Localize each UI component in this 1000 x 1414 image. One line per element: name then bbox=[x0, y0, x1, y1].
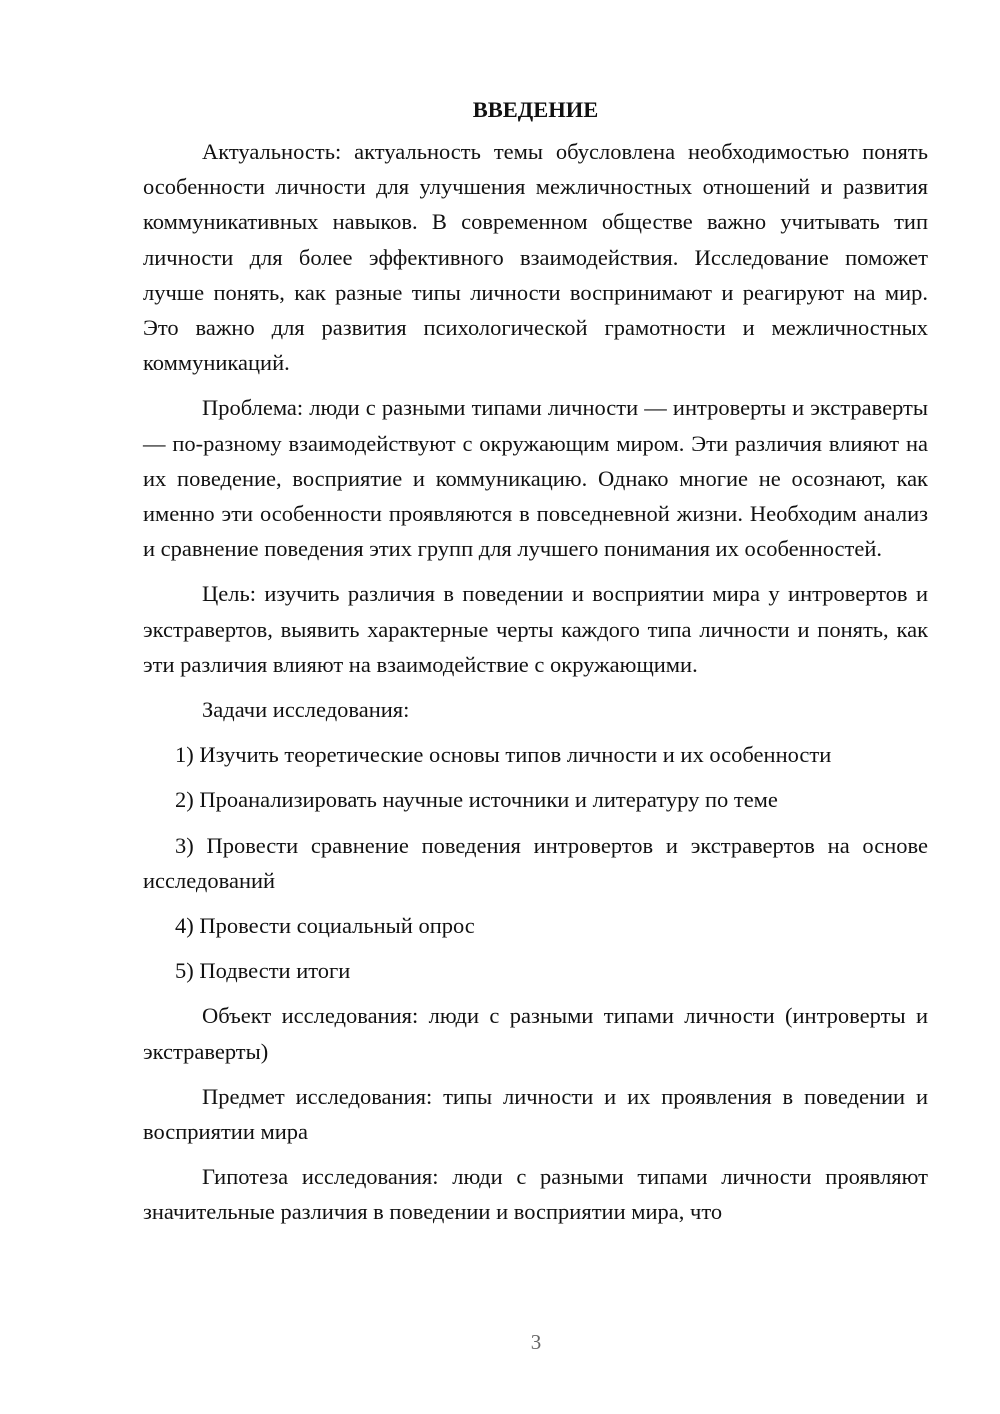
paragraph-goal: Цель: изучить различия в поведении и восприятии мира у интровертов и экстравертов, выявить характерные черты каждого типа личности и понять, как эти различия влияют на взаимодействие с окружающими. bbox=[143, 581, 928, 677]
paragraph-relevance: Актуальность: актуальность темы обусловлена необходимостью понять особенности личности для улучшения межличностных отношений и развития коммуникативных навыков. В современном обществе важно учитывать тип личности для более эффективного взаимодействия. Исследование поможет лучше понять, как разные типы личности воспринимают и реагируют на мир. Это важно для развития психологической грамотности и межличностных коммуникаций. bbox=[143, 139, 928, 376]
task-item: 3) Провести сравнение поведения интровертов и экстравертов на основе исследований bbox=[143, 832, 928, 893]
section-title: ВВЕДЕНИЕ bbox=[472, 97, 599, 122]
page-content bbox=[143, 92, 928, 1230]
paragraph-hypothesis: Гипотеза исследования: люди с разными типами личности проявляют значительные различия в поведении и восприятии мира, что bbox=[143, 1164, 928, 1225]
task-item: 4) Провести социальный опрос bbox=[175, 913, 475, 939]
task-item: 5) Подвести итоги bbox=[175, 958, 351, 984]
tasks-heading: Задачи исследования: bbox=[202, 697, 410, 723]
paragraph-problem: Проблема: люди с разными типами личности — интроверты и экстраверты — по-разному взаимодействуют с окружающим миром. Эти различия влияют на их поведение, восприятие и коммуникацию. Однако многие не осознают, как именно эти особенности проявляются в повседневной жизни. Необходим анализ и сравнение поведения этих групп для лучшего понимания их особенностей. bbox=[143, 395, 928, 562]
paragraph-object: Объект исследования: люди с разными типами личности (интроверты и экстраверты) bbox=[143, 1003, 928, 1064]
page-number: 3 bbox=[530, 1330, 542, 1354]
task-item: 2) Проанализировать научные источники и литературу по теме bbox=[175, 787, 778, 813]
task-item: 1) Изучить теоретические основы типов личности и их особенности bbox=[175, 742, 832, 768]
paragraph-subject: Предмет исследования: типы личности и их проявления в поведении и восприятии мира bbox=[143, 1083, 928, 1145]
